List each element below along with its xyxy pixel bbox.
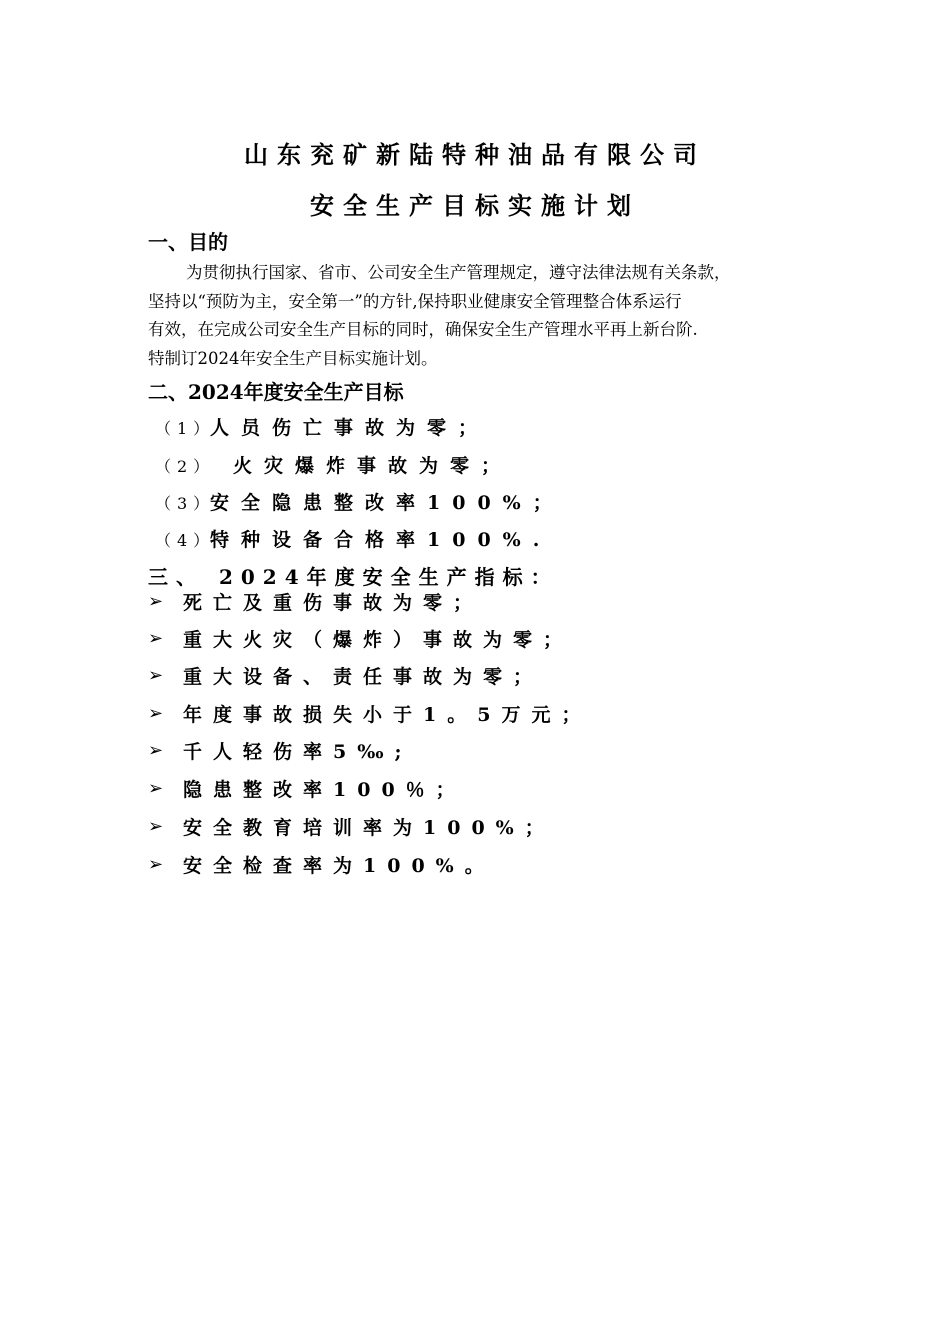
paragraph-line: 有效，在完成公司安全生产目标的同时，确保安全生产管理水平再上新台阶. bbox=[148, 320, 698, 339]
indicator-text: 重大火灾（爆炸）事故为零； bbox=[183, 629, 574, 651]
goal-number: （3） bbox=[155, 494, 216, 513]
goal-item bbox=[155, 451, 512, 478]
indicator-text: 安全教育培训率为100%； bbox=[183, 817, 555, 839]
section-heading-purpose: 一、目的 bbox=[148, 230, 228, 254]
bullet-arrow-icon: ➢ bbox=[148, 854, 164, 875]
bullet-arrow-icon: ➢ bbox=[148, 816, 164, 837]
paragraph-line: 坚持以“预防为主，安全第一”的方针,保持职业健康安全管理整合体系运行 bbox=[148, 292, 682, 311]
goal-number: （1） bbox=[155, 419, 216, 438]
bullet-arrow-icon: ➢ bbox=[148, 628, 164, 649]
indicator-item bbox=[148, 700, 591, 727]
paragraph-line: 为贯彻执行国家、省市、公司安全生产管理规定，遵守法律法规有关条款， bbox=[186, 263, 731, 282]
bullet-arrow-icon: ➢ bbox=[148, 740, 164, 761]
indicator-item bbox=[148, 737, 413, 764]
indicator-item bbox=[148, 662, 543, 689]
document-title: 安全生产目标实施计划 bbox=[310, 191, 640, 220]
bullet-arrow-icon: ➢ bbox=[148, 703, 164, 724]
indicator-text: 年度事故损失小于1。5万元； bbox=[183, 704, 592, 726]
bullet-arrow-icon: ➢ bbox=[148, 591, 164, 612]
indicator-text: 隐患整改率100％； bbox=[183, 779, 466, 801]
indicator-item bbox=[148, 625, 573, 652]
bullet-arrow-icon: ➢ bbox=[148, 778, 164, 799]
goal-number: （4） bbox=[155, 531, 216, 550]
goal-number: （2） bbox=[155, 457, 216, 476]
section-heading-indicators: 三、 2024年度安全生产指标： bbox=[148, 565, 559, 589]
indicator-text: 死亡及重伤事故为零； bbox=[183, 592, 484, 614]
indicator-item bbox=[148, 588, 483, 615]
goal-item bbox=[155, 413, 489, 440]
indicator-item bbox=[148, 813, 555, 840]
goal-text: 人员伤亡事故为零； bbox=[210, 417, 490, 439]
indicator-item bbox=[148, 775, 466, 802]
goal-text: 火灾爆炸事故为零； bbox=[233, 455, 513, 477]
indicator-text: 千人轻伤率5‰; bbox=[183, 741, 413, 763]
indicator-text: 安全检查率为100%。 bbox=[183, 855, 495, 877]
goal-text: 安全隐患整改率100%； bbox=[210, 492, 564, 514]
bullet-arrow-icon: ➢ bbox=[148, 665, 164, 686]
goal-item bbox=[155, 525, 551, 552]
indicator-item bbox=[148, 851, 495, 878]
goal-text: 特种设备合格率100%. bbox=[210, 529, 552, 551]
section-heading-goals: 二、2024年度安全生产目标 bbox=[148, 380, 404, 404]
paragraph-line: 特制订2024年安全生产目标实施计划。 bbox=[148, 349, 438, 368]
company-title: 山东兖矿新陆特种油品有限公司 bbox=[244, 140, 706, 169]
indicator-text: 重大设备、责任事故为零； bbox=[183, 666, 544, 688]
goal-item bbox=[155, 488, 564, 515]
